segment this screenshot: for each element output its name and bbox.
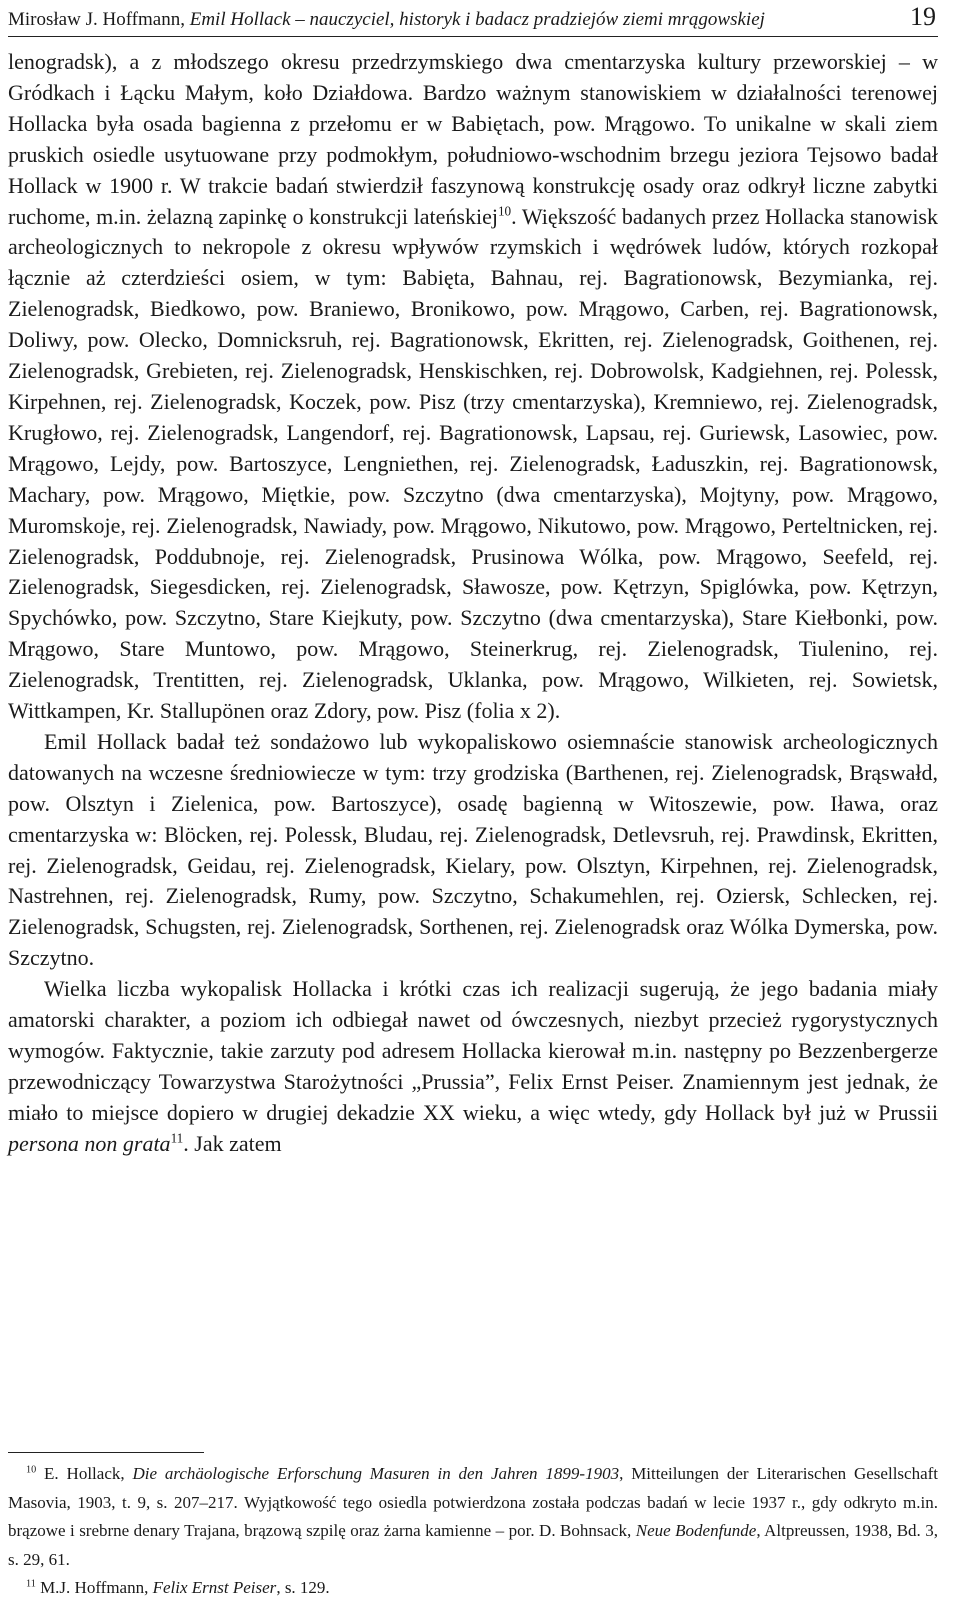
paragraph-1-text-b: . Większość badanych przez Hollacka stanowisk archeologicznych to nekropole z okresu wpływów rzymskich i wędrówek ludów, których rozkopał łącznie aż czterdzieści osiem, w tym: Babięta, Bahnau, rej. Bagrationowsk, Bezymianka, rej. Zielenogradsk, Biedkowo, pow. Braniewo, Bronikowo, pow. Mrągowo, Carben, rej. Bagrationowsk, Doliwy, pow. Olecko, Domnicksruh, rej. Bagrationowsk, Ekritten, rej. Zielenogradsk, Goithenen, rej. Zielenogradsk, Grebieten, rej. Zielenogradsk, Henskischken, rej. Dobrowolsk, Kadgiehnen, rej. Polessk, Kirpehnen, rej. Zielenogradsk, Koczek, pow. Pisz (trzy cmentarzyska), Kremniewo, rej. Zielenogradsk, Krugłowo, rej. Zielenogradsk, Langendorf, rej. Bagrationowsk, Lapsau, rej. Guriewsk, Lasowiec, pow. Mrągowo, Lejdy, pow. Bartoszyce, Lengniethen, rej. Zielenogradsk, Ładuszkin, rej. Bagrationowsk, Machary, pow. Mrągowo, Miętkie, pow. Szczytno (dwa cmentarzyska), Mojtyny, pow. Mrągowo, Muromskoje, rej. Zielenogradsk, Nawiady, pow. Mrągowo, Nikutowo, pow. Mrągowo, Perteltnicken, rej. Zielenogradsk, Poddubnoje, rej. Zielenogradsk, Prusinowa Wólka, pow. Mrągowo, Seefeld, rej. Zielenogradsk, Siegesdicken, rej. Zielenogradsk, Sławosze, pow. Kętrzyn, Spiglówka, pow. Kętrzyn, Spychówko, pow. Szczytno, Stare Kiejkuty, pow. Szczytno (dwa cmentarzyska), Stare Kiełbonki, pow. Mrągowo, Stare Muntowo, pow. Mrągowo, Steinerkrug, rej. Zielenogradsk, Tiulenino, rej. Zielenogradsk, Trentitten, rej. Zielenogradsk, Uklanka, pow. Mrągowo, Wilkieten, rej. Sowietsk, Wittkampen, Kr. Stallupönen oraz Zdory, pow. Pisz (folia x 2).: [8, 203, 938, 724]
running-header: [8, 0, 938, 37]
paragraph-3-text-b: . Jak zatem: [183, 1130, 282, 1156]
footnote-11-text-a: M.J. Hoffmann,: [35, 1578, 153, 1598]
paragraph-3-text-a: Wielka liczba wykopalisk Hollacka i krótki czas ich realizacji sugerują, że jego badania miały amatorski charakter, a poziom ich odbiegał nawet od ówczesnych, niezbyt przecież rygorystycznych wymogów. Faktycznie, takie zarzuty pod adresem Hollacka kierował m.in. następny po Bezzenbergerze przewodniczący Towarzystwa Starożytności „Prussia”, Felix Ernst Peiser. Znamiennym jest jednak, że miało to miejsce dopiero w drugiej dekadzie XX wieku, a więc wtedy, gdy Hollack był już w Prussii: [8, 976, 938, 1125]
footnote-10-title-2: Neue Bodenfunde: [635, 1521, 757, 1541]
paragraph-3-italic: persona non grata: [8, 1130, 171, 1156]
footnote-10-text-b: , Mitteilungen der Literarischen Gesellschaft Masovia, 1903, t. 9, s. 207–217. Wyjątkowość tego osiedla potwierdzona została podczas badań w lecie 1937 r., gdy odkryto m.in. brązowe i srebrne denary Trajana, brązową szpilę oraz żarna kamienne – por. D. Bohnsack,: [8, 1464, 939, 1541]
body-text: [8, 47, 938, 1160]
footnotes: [8, 1460, 938, 1603]
footnote-ref-10: 10: [497, 203, 512, 219]
footnote-10-title: Die archäologische Erforschung Masuren in den Jahren 1899-1903: [132, 1464, 620, 1483]
footnote-10-text-a: E. Hollack,: [36, 1464, 133, 1483]
running-head: [8, 9, 765, 31]
running-head-title: Emil Hollack – nauczyciel, historyk i badacz pradziejów ziemi mrągowskiej: [189, 9, 765, 30]
footnote-10-number: 10: [26, 1464, 37, 1476]
footnote-10-text-c: , Altpreussen, 1938, Bd. 3, s. 29, 61.: [8, 1521, 938, 1569]
running-head-author: Mirosław J. Hoffmann,: [8, 9, 190, 30]
paragraph-1: [8, 47, 938, 727]
page-number: 19: [910, 2, 936, 31]
footnote-11-text-b: , s. 129.: [276, 1578, 330, 1598]
footnote-ref-11: 11: [170, 1130, 184, 1146]
paragraph-3: [8, 974, 938, 1159]
paragraph-2: Emil Hollack badał też sondażowo lub wykopaliskowo osiemnaście stanowisk archeologicznych datowanych na wczesne średniowiecze w tym: trzy grodziska (Barthenen, rej. Zielenogradsk, Brąswałd, pow. Olsztyn i Zielenica, pow. Bartoszyce), osadę bagienną w Witoszewie, pow. Iława, oraz cmentarzyska w: Blöcken, rej. Polessk, Bludau, rej. Zielenogradsk, Detlevsruh, rej. Prawdinsk, Ekritten, rej. Zielenogradsk, Geidau, rej. Zielenogradsk, Kielary, pow. Olsztyn, Kirpehnen, rej. Zielenogradsk, Nastrehnen, rej. Zielenogradsk, Rumy, pow. Szczytno, Schakumehlen, rej. Oziersk, Schlecken, rej. Zielenogradsk, Schugsten, rej. Zielenogradsk, Sorthenen, rej. Zielenogradsk oraz Wólka Dymerska, pow. Szczytno.: [8, 728, 938, 971]
footnote-11-number: 11: [26, 1578, 36, 1590]
footnote-divider: [8, 1452, 204, 1453]
footnote-10: [8, 1460, 938, 1574]
footnote-11: [8, 1574, 938, 1603]
paragraph-1-text-a: lenogradsk), a z młodszego okresu przedrzymskiego dwa cmentarzyska kultury przeworskiej – w Gródkach i Łącku Małym, koło Działdowa. Bardzo ważnym stanowiskiem w działalności terenowej Hollacka była osada bagienna z przełomu er w Babiętach, pow. Mrągowo. To unikalne w skali ziem pruskich osiedle usytuowane przy podmokłym, południowo-wschodnim brzegu jeziora Tejsowo badał Hollack w 1900 r. W trakcie badań stwierdził faszynową konstrukcję osady oraz odkrył liczne zabytki ruchome, m.in. żelazną zapinkę o konstrukcji lateńskiej: [8, 49, 938, 229]
footnote-11-title: Felix Ernst Peiser: [152, 1578, 277, 1598]
